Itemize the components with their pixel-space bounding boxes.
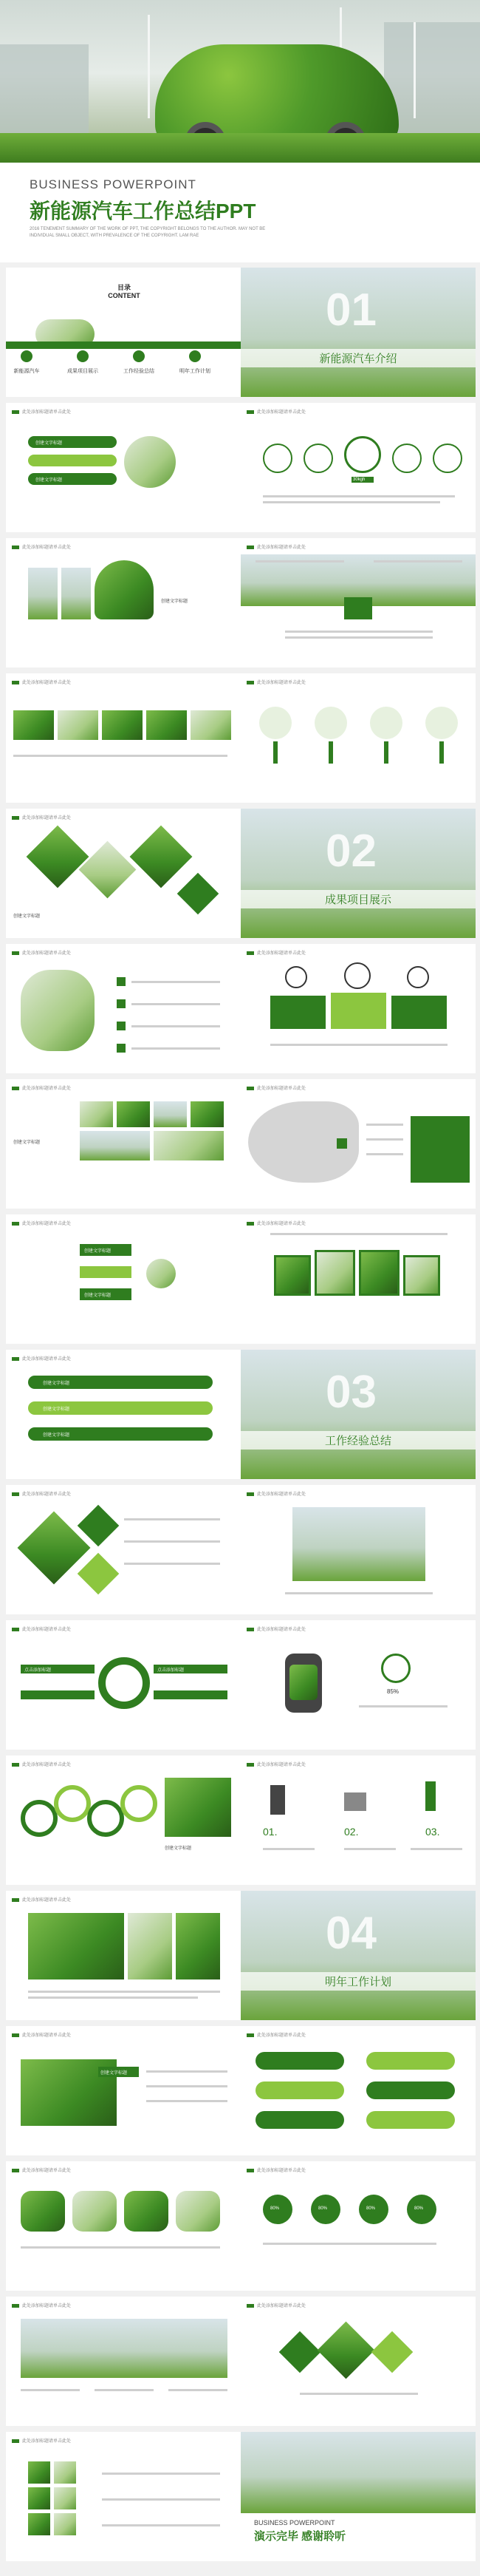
diamond-photo xyxy=(79,841,137,899)
text-line xyxy=(270,1044,448,1046)
photo-panel xyxy=(28,568,58,619)
text-line xyxy=(344,1848,396,1850)
ending-photo xyxy=(241,2432,476,2513)
framed-photo xyxy=(403,1255,440,1296)
text-line xyxy=(102,2473,220,2475)
slide-header: 此处添加标题请单击此处 xyxy=(247,1761,306,1767)
watch-screen xyxy=(289,1665,318,1700)
gauge xyxy=(263,444,292,473)
trophy-stand xyxy=(439,741,444,764)
arrow-label: 创建文字标题 xyxy=(84,1294,112,1298)
content-slide xyxy=(6,2026,241,2155)
label-bar xyxy=(154,1690,227,1699)
businessman-icon xyxy=(270,1785,285,1815)
cover-slide xyxy=(0,0,480,262)
diamond-block xyxy=(177,873,219,915)
text-line xyxy=(28,1991,220,1993)
chevron-label: 创建文字标题 xyxy=(43,1382,70,1386)
section-title: 新能源汽车介绍 xyxy=(241,349,476,367)
photo-tile xyxy=(54,2487,76,2509)
tag-label: 创建文字标题 xyxy=(100,2071,128,2076)
gauge xyxy=(304,444,333,473)
gauge xyxy=(433,444,462,473)
pill-bar xyxy=(366,2081,455,2099)
photo-panel xyxy=(165,1778,231,1837)
slide-header: 此处添加标题请单击此处 xyxy=(12,679,71,684)
trophy-icon xyxy=(425,707,458,739)
framed-photo xyxy=(274,1255,311,1296)
gear-icon xyxy=(54,1785,91,1822)
hexagon-photo xyxy=(176,2191,220,2232)
trophy-stand xyxy=(329,741,333,764)
photo-tile xyxy=(28,2513,50,2535)
section-title: 工作经验总结 xyxy=(241,1431,476,1450)
trophy-slide xyxy=(241,673,476,803)
check-icon xyxy=(117,1022,126,1030)
chevrons-slide xyxy=(6,1350,241,1479)
toc-title-cn: 目录 xyxy=(117,284,131,291)
section-slide-03 xyxy=(241,1350,476,1479)
slide-header: 此处添加标题请单击此处 xyxy=(12,2437,71,2443)
hexagon-photo xyxy=(124,2191,168,2232)
toc-icon xyxy=(189,350,201,362)
step-number: 03. xyxy=(425,1826,440,1838)
toc-item-1[interactable]: 新能源汽车 xyxy=(13,369,40,374)
text-line xyxy=(359,1705,448,1707)
content-slide xyxy=(6,2297,241,2426)
pill-label: 创建文字标题 xyxy=(35,478,63,483)
progress-value: 80% xyxy=(414,2206,424,2211)
content-slide xyxy=(241,538,476,667)
text-line xyxy=(28,1996,198,1999)
section-slide-01 xyxy=(241,268,476,397)
diamond-photo xyxy=(318,2322,375,2379)
framed-photo xyxy=(359,1250,400,1296)
section-slide-04 xyxy=(241,1891,476,2020)
toc-item-4[interactable]: 明年工作计划 xyxy=(179,369,210,374)
photo-grid-slide xyxy=(6,2432,241,2561)
progress-circles-slide xyxy=(241,2161,476,2291)
slide-header: 此处添加标题请单击此处 xyxy=(247,543,306,549)
map-region-highlight xyxy=(337,1138,347,1149)
perspective-photo xyxy=(292,1507,425,1581)
text-line xyxy=(263,2243,436,2245)
text-line xyxy=(102,2524,220,2526)
toc-slide xyxy=(6,268,241,397)
label-bar xyxy=(21,1690,95,1699)
slide-header: 此处添加标题请单击此处 xyxy=(12,408,71,414)
photo-tile xyxy=(28,2487,50,2509)
content-slide xyxy=(241,1485,476,1614)
map-slide xyxy=(241,1079,476,1209)
speedometer-icon xyxy=(344,962,371,989)
toc-item-3[interactable]: 工作经验总结 xyxy=(123,369,154,374)
ring-chart xyxy=(98,1657,150,1709)
section-number: 04 xyxy=(326,1908,377,1959)
pill-bar xyxy=(256,2052,344,2070)
slide-header: 此处添加标题请单击此处 xyxy=(247,1084,306,1090)
slide-header: 此处添加标题请单击此处 xyxy=(12,2031,71,2037)
ending-title-cn: 演示完毕 感谢聆听 xyxy=(254,2530,346,2543)
hexagon-photo xyxy=(72,2191,117,2232)
content-slide xyxy=(6,403,241,532)
trophy-icon xyxy=(315,707,347,739)
photo-tile xyxy=(191,1101,224,1127)
photo-tile xyxy=(154,1101,187,1127)
slide-header: 此处添加标题请单击此处 xyxy=(247,2302,306,2308)
info-box xyxy=(331,993,386,1029)
info-box xyxy=(391,996,447,1029)
text-line xyxy=(285,636,433,639)
photo-tile xyxy=(80,1131,150,1160)
trophy-icon xyxy=(370,707,402,739)
slide-header: 此处添加标题请单击此处 xyxy=(12,814,71,820)
text-line xyxy=(124,1540,220,1543)
photo-tile xyxy=(154,1131,224,1160)
check-icon xyxy=(117,977,126,986)
step-number: 02. xyxy=(344,1826,359,1838)
text-title: 创建文字标题 xyxy=(13,1141,41,1145)
gear-icon xyxy=(87,1800,124,1837)
trophy-icon xyxy=(259,707,292,739)
slide-header: 此处添加标题请单击此处 xyxy=(247,1625,306,1631)
photo-panel xyxy=(176,1913,220,1979)
slide-header: 此处添加标题请单击此处 xyxy=(12,2167,71,2172)
chevron-label: 创建文字标题 xyxy=(43,1433,70,1438)
section-title: 成果项目展示 xyxy=(241,890,476,908)
ring-slide xyxy=(6,1620,241,1750)
section-number: 03 xyxy=(326,1367,377,1418)
info-panel xyxy=(411,1116,470,1183)
text-line xyxy=(124,1518,220,1520)
photo-panel xyxy=(61,568,91,619)
photo-tile xyxy=(117,1101,150,1127)
text-line xyxy=(146,2070,227,2073)
bar-label: 点击添加标题 xyxy=(157,1668,185,1673)
photo-collage-slide xyxy=(6,1891,241,2020)
section-number: 02 xyxy=(326,826,377,877)
toc-green-band xyxy=(6,341,241,349)
pill-bar xyxy=(28,455,117,466)
text-title: 创建文字标题 xyxy=(13,914,41,919)
photo-tile xyxy=(28,2461,50,2484)
arrow-label: 创建文字标题 xyxy=(84,1249,112,1254)
slide-header: 此处添加标题请单击此处 xyxy=(12,1355,71,1361)
grass-ground xyxy=(0,133,480,163)
text-line xyxy=(102,2498,220,2501)
info-box xyxy=(270,996,326,1029)
toc-icon xyxy=(21,350,32,362)
gear-icon xyxy=(120,1785,157,1822)
hand-car-photo xyxy=(21,970,95,1051)
text-title: 创建文字标题 xyxy=(161,599,188,604)
text-line xyxy=(374,560,462,563)
diamond-block xyxy=(78,1553,120,1595)
text-line xyxy=(131,1025,220,1027)
pill-bar xyxy=(256,2111,344,2129)
text-line xyxy=(263,1848,315,1850)
section-number: 01 xyxy=(326,285,377,336)
toc-icon xyxy=(77,350,89,362)
trophy-stand xyxy=(273,741,278,764)
cover-title-cn: 新能源汽车工作总结PPT xyxy=(30,200,256,222)
arrows-slide xyxy=(6,1214,241,1344)
progress-value: 80% xyxy=(366,2206,376,2211)
arrow-label-box xyxy=(80,1266,131,1278)
text-line xyxy=(131,981,220,983)
cover-photo-green-car xyxy=(0,0,480,163)
chevron-label: 创建文字标题 xyxy=(43,1407,70,1412)
hexagon-photo xyxy=(21,2191,65,2232)
diamond-block xyxy=(371,2331,414,2373)
speedometer-icon xyxy=(285,966,307,988)
text-line xyxy=(270,1233,448,1235)
text-line xyxy=(256,560,344,563)
gears-slide xyxy=(6,1756,241,1885)
bar-label: 点击添加标题 xyxy=(24,1668,52,1673)
step-number: 01. xyxy=(263,1826,278,1838)
wind-turbine xyxy=(148,15,150,118)
photo-panel xyxy=(28,1913,124,1979)
toc-icon xyxy=(133,350,145,362)
center-box xyxy=(344,597,372,619)
photo-tile xyxy=(13,710,54,740)
round-photo xyxy=(146,1259,176,1288)
steps-slide xyxy=(241,1756,476,1885)
city-skyline xyxy=(0,44,89,133)
slide-header: 此处添加标题请单击此处 xyxy=(247,949,306,955)
progress-ring xyxy=(381,1654,411,1683)
toc-title xyxy=(102,284,146,300)
photo-tile xyxy=(146,710,187,740)
trophy-stand xyxy=(384,741,388,764)
text-line xyxy=(366,1153,403,1155)
text-line xyxy=(131,1003,220,1005)
pills-slide xyxy=(241,2026,476,2155)
text-line xyxy=(366,1138,403,1141)
text-line xyxy=(263,495,455,497)
slide-header: 此处添加标题请单击此处 xyxy=(247,1490,306,1496)
pill-bar xyxy=(366,2111,455,2129)
slide-header: 此处添加标题请单击此处 xyxy=(12,2302,71,2308)
ending-title-en: BUSINESS POWERPOINT xyxy=(254,2519,335,2526)
text-line xyxy=(131,1047,220,1050)
slide-header: 此处添加标题请单击此处 xyxy=(12,949,71,955)
slide-header: 此处添加标题请单击此处 xyxy=(12,1490,71,1496)
photo-tile xyxy=(54,2513,76,2535)
check-icon xyxy=(117,999,126,1008)
speedometer-slide xyxy=(241,944,476,1073)
progress-percent: 85% xyxy=(387,1688,400,1695)
text-line xyxy=(21,2389,80,2391)
text-line xyxy=(95,2389,154,2391)
pill-bar xyxy=(256,2081,344,2099)
pill-bar xyxy=(366,2052,455,2070)
content-slide xyxy=(6,673,241,803)
section-slide-02 xyxy=(241,809,476,938)
slide-header: 此处添加标题请单击此处 xyxy=(247,2167,306,2172)
text-line xyxy=(285,631,433,633)
text-line xyxy=(21,2246,220,2249)
progress-value: 80% xyxy=(270,2206,280,2211)
ending-slide xyxy=(241,2432,476,2561)
speedometer-icon xyxy=(407,966,429,988)
diamond-slide xyxy=(6,809,241,938)
toc-title-en: CONTENT xyxy=(108,292,140,299)
photo-tile xyxy=(58,710,98,740)
gear-icon xyxy=(21,1800,58,1837)
diamond-photo xyxy=(130,826,193,888)
toc-item-2[interactable]: 成果项目展示 xyxy=(67,369,98,374)
photo-tile xyxy=(191,710,231,740)
text-line xyxy=(366,1124,403,1126)
text-line xyxy=(411,1848,462,1850)
car-photo xyxy=(95,560,154,619)
check-icon xyxy=(117,1044,126,1053)
text-title: 创建文字标题 xyxy=(165,1846,192,1851)
gauge-tag-label: 30kgh xyxy=(353,478,366,482)
slide-header: 此处添加标题请单击此处 xyxy=(12,543,71,549)
checklist-slide xyxy=(6,944,241,1073)
diamond-photo xyxy=(27,826,89,888)
slide-header: 此处添加标题请单击此处 xyxy=(12,1896,71,1902)
slide-header: 此处添加标题请单击此处 xyxy=(12,1084,71,1090)
slide-header: 此处添加标题请单击此处 xyxy=(247,2031,306,2037)
tree-photo xyxy=(124,436,176,488)
gauges-slide xyxy=(241,403,476,532)
text-line xyxy=(300,2393,418,2395)
photo-panel xyxy=(128,1913,172,1979)
text-line xyxy=(285,1592,433,1594)
photo-frames-slide xyxy=(241,1214,476,1344)
diamond-slide xyxy=(6,1485,241,1614)
wind-turbine xyxy=(414,22,416,118)
gauge xyxy=(392,444,422,473)
section-title: 明年工作计划 xyxy=(241,1972,476,1991)
diamond-row-slide xyxy=(241,2297,476,2426)
text-line xyxy=(263,501,440,503)
text-line xyxy=(146,2085,227,2087)
pill-label: 创建文字标题 xyxy=(35,441,63,446)
cover-subtitle: 2016 TENEMENT SUMMARY OF THE WORK OF PPT, THE COPYRIGHT BELONGS TO THE AUTHOR. MAY NOT BE INDIVIDUAL SMALL OBJECT, WITH PREVALENCE OF THE COPYRIGHT. LAM RAE xyxy=(30,227,266,238)
framed-photo xyxy=(315,1250,355,1296)
watch-slide xyxy=(241,1620,476,1750)
rocket-icon xyxy=(425,1781,436,1811)
photo-tile xyxy=(54,2461,76,2484)
slide-header: 此处添加标题请单击此处 xyxy=(12,1761,71,1767)
content-slide xyxy=(6,538,241,667)
content-slide xyxy=(6,1079,241,1209)
text-line xyxy=(124,1563,220,1565)
banner-photo xyxy=(21,2319,227,2378)
slide-header: 此处添加标题请单击此处 xyxy=(12,1220,71,1226)
photo-tile xyxy=(80,1101,113,1127)
diamond-block xyxy=(279,2331,321,2373)
gauge xyxy=(344,436,381,473)
hexagon-slide xyxy=(6,2161,241,2291)
machine-icon xyxy=(344,1792,366,1811)
slide-header: 此处添加标题请单击此处 xyxy=(247,1220,306,1226)
cover-title-en: BUSINESS POWERPOINT xyxy=(30,177,196,191)
photo-tile xyxy=(102,710,143,740)
text-line xyxy=(13,755,227,757)
slide-header: 此处添加标题请单击此处 xyxy=(247,679,306,684)
slide-header: 此处添加标题请单击此处 xyxy=(12,1625,71,1631)
text-line xyxy=(168,2389,227,2391)
slide-header: 此处添加标题请单击此处 xyxy=(247,408,306,414)
text-line xyxy=(146,2100,227,2102)
progress-value: 80% xyxy=(318,2206,328,2211)
